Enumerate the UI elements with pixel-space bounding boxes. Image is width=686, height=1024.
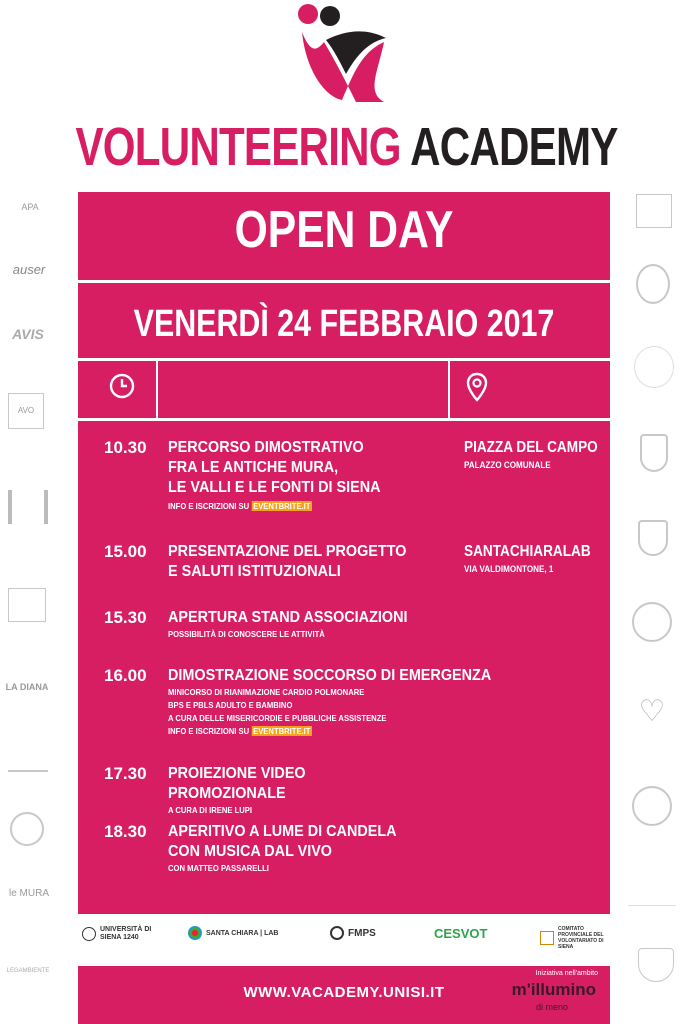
side-logo-la-diana bbox=[4, 682, 50, 692]
event-info-text: INFO E ISCRIZIONI SU bbox=[168, 726, 252, 736]
sponsor-cpvs bbox=[540, 926, 608, 950]
heart-icon: ♡ bbox=[638, 695, 666, 728]
unisi-seal-icon bbox=[82, 927, 96, 941]
side-logo-right-5 bbox=[638, 520, 668, 556]
side-logo-legambiente-label: LEGAMBIENTE bbox=[6, 968, 50, 974]
event-time: 16.00 bbox=[104, 666, 147, 685]
event-title: APERTURA STAND ASSOCIAZIONI bbox=[168, 609, 408, 626]
event-info: BPS E PBLS ADULTO E BAMBINO bbox=[168, 700, 293, 710]
millumino-subtitle: di meno bbox=[535, 1002, 568, 1012]
event-title: PERCORSO DIMOSTRATIVO FRA LE ANTICHE MURA, LE VALLI E LE FONTI DI SIENA bbox=[168, 439, 381, 496]
title-academy: ACADEMY bbox=[410, 117, 618, 177]
location-pin-icon bbox=[466, 372, 488, 402]
sponsor-unisi-label: UNIVERSITÀ DI SIENA 1240 bbox=[100, 926, 152, 941]
event-info bbox=[168, 725, 420, 738]
website-link[interactable]: WWW.VACADEMY.UNISI.IT bbox=[243, 984, 445, 1001]
footer-band bbox=[78, 966, 610, 1024]
place-detail: VIA VALDIMONTONE, 1 bbox=[464, 564, 554, 574]
sponsor-fmps bbox=[330, 926, 376, 940]
side-logo-apa-label: APA bbox=[21, 202, 39, 212]
side-logo-right-1 bbox=[636, 194, 672, 228]
side-logo-apa bbox=[6, 202, 54, 212]
event-time: 17.30 bbox=[104, 764, 147, 783]
event-details bbox=[168, 608, 448, 641]
side-logo-right-8 bbox=[632, 786, 672, 826]
event-info: CON MATTEO PASSARELLI bbox=[168, 863, 269, 873]
side-logo-round-seal bbox=[10, 812, 44, 846]
event-time: 18.30 bbox=[104, 822, 147, 841]
column-divider-right bbox=[448, 360, 450, 418]
title-volunteering: VOLUNTEERING bbox=[75, 117, 401, 177]
page-title bbox=[75, 116, 618, 178]
side-logo-pillars bbox=[8, 490, 48, 524]
event-details bbox=[168, 438, 448, 513]
side-logo-il-telaio bbox=[8, 588, 46, 622]
event-title: PRESENTAZIONE DEL PROGETTO E SALUTI ISTITUZIONALI bbox=[168, 543, 407, 580]
eventbrite-link[interactable]: EVENTBRITE.IT bbox=[253, 501, 311, 511]
event-title: PROIEZIONE VIDEO PROMOZIONALE bbox=[168, 765, 306, 802]
side-logo-avis-label: AVIS bbox=[12, 326, 44, 342]
side-logo-le-mura-label: le MURA bbox=[8, 888, 49, 899]
volunteering-academy-logo bbox=[296, 2, 388, 102]
event-info-text: INFO E ISCRIZIONI SU bbox=[168, 501, 252, 511]
santachiara-dots-icon bbox=[188, 926, 202, 940]
event-info bbox=[168, 500, 420, 513]
event-poster bbox=[78, 192, 610, 932]
event-details bbox=[168, 764, 448, 817]
event-title: APERITIVO A LUME DI CANDELA CON MUSICA DAL VIVO bbox=[168, 823, 397, 860]
side-logo-avis bbox=[4, 326, 52, 342]
cpvs-emblem-icon bbox=[540, 931, 554, 945]
sponsor-santachiara-label: SANTA CHIARA | LAB bbox=[206, 929, 279, 937]
event-time: 15.30 bbox=[104, 608, 147, 627]
event-details bbox=[168, 822, 448, 875]
sponsor-cesvot bbox=[434, 926, 487, 941]
column-divider-left bbox=[156, 360, 158, 418]
side-logo-le-mura bbox=[4, 888, 54, 899]
event-details bbox=[168, 666, 492, 738]
event-details bbox=[168, 542, 448, 582]
event-time: 10.30 bbox=[104, 438, 147, 457]
event-info: A CURA DELLE MISERICORDIE E PUBBLICHE ASSISTENZE bbox=[168, 713, 387, 723]
sponsor-santachiara bbox=[188, 926, 278, 940]
side-logo-avo bbox=[8, 393, 44, 429]
open-day-heading: OPEN DAY bbox=[234, 201, 454, 259]
event-date: VENERDÌ 24 FEBBRAIO 2017 bbox=[133, 303, 555, 345]
side-logo-drop bbox=[8, 746, 48, 772]
sponsor-unisi bbox=[82, 926, 154, 942]
event-info: A CURA DI IRENE LUPI bbox=[168, 805, 253, 815]
side-logo-right-10 bbox=[638, 948, 674, 982]
place-name: PIAZZA DEL CAMPO bbox=[464, 439, 598, 456]
eventbrite-link[interactable]: EVENTBRITE.IT bbox=[253, 726, 311, 736]
footer-note: Iniziativa nell'ambito bbox=[535, 970, 598, 977]
side-logo-right-6 bbox=[632, 602, 672, 642]
sponsor-cpvs-label: COMITATO PROVINCIALE DEL VOLONTARIATO DI SIENA bbox=[558, 926, 604, 950]
event-time: 15.00 bbox=[104, 542, 147, 561]
sponsor-fmps-label: FMPS bbox=[348, 927, 376, 939]
millumino-logo: m'illumino bbox=[511, 980, 596, 999]
side-logo-la-diana-label: LA DIANA bbox=[5, 682, 49, 692]
side-logo-legambiente bbox=[2, 968, 54, 974]
clock-icon bbox=[109, 373, 135, 399]
side-logo-right-4 bbox=[640, 434, 668, 472]
event-title: DIMOSTRAZIONE SOCCORSO DI EMERGENZA bbox=[168, 667, 492, 684]
event-info: MINICORSO DI RIANIMAZIONE CARDIO POLMONARE bbox=[168, 687, 365, 697]
side-logo-avo-label: AVO bbox=[17, 406, 35, 415]
side-logo-right-2 bbox=[636, 264, 670, 304]
side-logo-auser-label: auser bbox=[12, 262, 46, 277]
sponsors-strip bbox=[78, 914, 610, 958]
side-logo-right-3 bbox=[634, 346, 674, 388]
fmps-seal-icon bbox=[330, 926, 344, 940]
event-place bbox=[464, 542, 610, 576]
event-info: POSSIBILITÀ DI CONOSCERE LE ATTIVITÀ bbox=[168, 629, 325, 639]
divider-1 bbox=[78, 280, 610, 283]
side-logo-auser bbox=[2, 262, 56, 277]
event-place bbox=[464, 438, 610, 472]
place-detail: PALAZZO COMUNALE bbox=[464, 460, 551, 470]
place-name: SANTACHIARALAB bbox=[464, 543, 591, 560]
sponsor-cesvot-label: CESVOT bbox=[434, 926, 488, 941]
side-logo-right-9 bbox=[628, 882, 676, 906]
divider-3 bbox=[78, 418, 610, 421]
